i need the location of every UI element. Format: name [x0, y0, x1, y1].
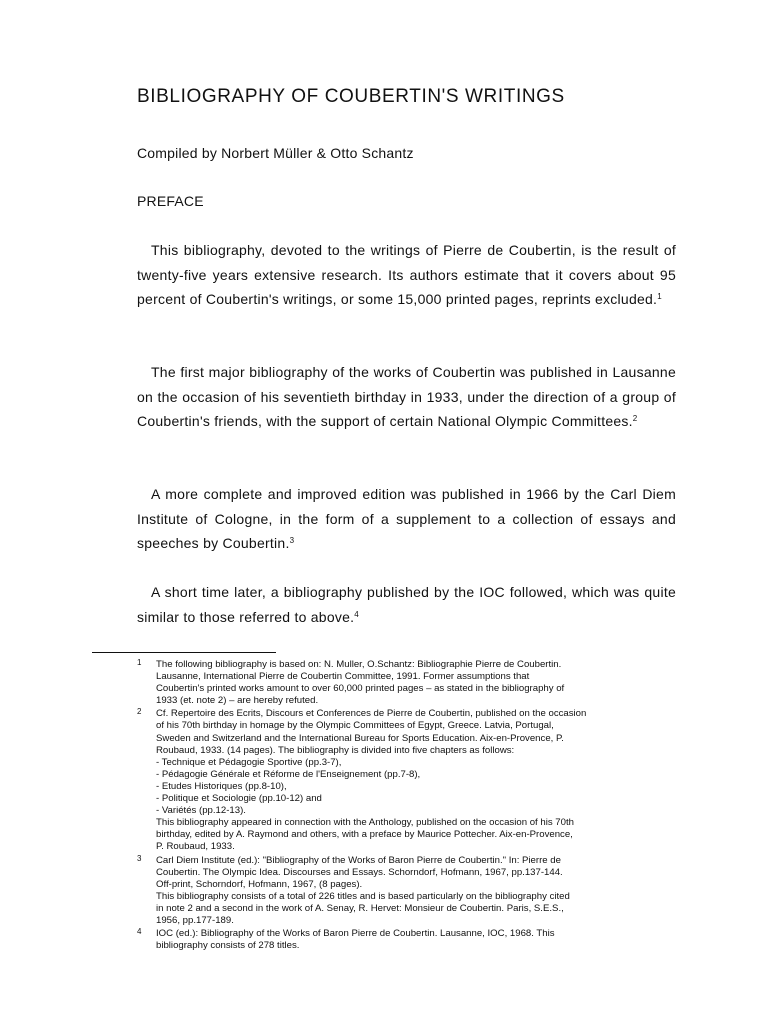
footnote-line: in note 2 and a second in the work of A. Senay, R. Hervet: Monsieur de Coubertin. Paris, S.E.S.,	[156, 902, 564, 914]
footnote-text	[156, 659, 682, 707]
paragraph-text: This bibliography, devoted to the writings of Pierre de Coubertin, is the result of twenty-five years extensive research. Its authors estimate that it covers about 95 percent of Coubertin's writings, or some 15,000 printed pages, reprints excluded.	[137, 242, 676, 307]
footnote-number: 1	[137, 658, 142, 667]
footnote-line: 1956, pp.177-189.	[156, 914, 234, 926]
paragraph-text: A more complete and improved edition was published in 1966 by the Carl Diem Institute of Cologne, in the form of a supplement to a collection of essays and speeches by Coubertin.	[137, 486, 676, 551]
footnote-line: - Pédagogie Générale et Réforme de l'Enseignement (pp.7-8),	[156, 768, 421, 780]
footnote-line: - Technique et Pédagogie Sportive (pp.3-7),	[156, 756, 342, 768]
footnote-line: P. Roubaud, 1933.	[156, 841, 235, 853]
footnote-ref: 1	[657, 292, 662, 301]
paragraph-3	[137, 482, 676, 556]
footnote-line: Sweden and Switzerland and the International Bureau for Sports Education. Aix-en-Provence, P.	[156, 732, 564, 744]
footnote-text	[156, 708, 682, 853]
compiled-by-line: Compiled by Norbert Müller & Otto Schantz	[137, 145, 414, 161]
footnote-text	[156, 855, 682, 928]
footnote-2	[137, 708, 682, 853]
footnote-line: bibliography consists of 278 titles.	[156, 940, 300, 952]
footnote-number: 3	[137, 853, 142, 863]
footnote-line: Coubertin. The Olympic Idea. Discourses and Essays. Schorndorf, Hofmann, 1967, pp.137-144.	[156, 866, 563, 878]
footnote-line: of his 70th birthday in homage by the Olympic Committees of Egypt, Greece. Latvia, Portugal,	[156, 720, 554, 732]
footnote-4	[137, 928, 682, 952]
footnote-ref: 3	[289, 536, 295, 545]
footnote-text	[156, 928, 682, 952]
footnote-line: Coubertin's printed works amount to over 60,000 printed pages – as stated in the bibliography of	[156, 683, 565, 695]
footnote-number: 2	[137, 707, 142, 717]
footnote-line: birthday, edited by A. Raymond and others, with a preface by Maurice Pottecher. Aix-en-Provence,	[156, 829, 573, 841]
paragraph-2	[137, 360, 676, 434]
footnote-line: - Politique et Sociologie (pp.10-12) and	[156, 793, 322, 805]
footnote-separator	[92, 652, 276, 653]
footnotes	[137, 659, 682, 953]
footnote-line: Lausanne, International Pierre de Coubertin Committee, 1991. Former assumptions that	[156, 671, 530, 683]
footnote-ref: 2	[632, 414, 638, 423]
footnote-line: Roubaud, 1933. (14 pages). The bibliography is divided into five chapters as follows:	[156, 744, 515, 756]
preface-heading: PREFACE	[137, 193, 204, 209]
footnote-3	[137, 855, 682, 928]
footnote-line: This bibliography consists of a total of 226 titles and is based particularly on the bibliography cited	[156, 890, 570, 902]
paragraph-text: A short time later, a bibliography published by the IOC followed, which was quite similar to those referred to above.	[137, 584, 676, 625]
paragraph-4	[137, 580, 676, 629]
footnote-line: - Variétés (pp.12-13).	[156, 805, 246, 817]
footnote-line: Carl Diem Institute (ed.): "Bibliography of the Works of Baron Pierre de Coubertin." In: Pierre de	[156, 854, 561, 866]
footnote-line: IOC (ed.): Bibliography of the Works of Baron Pierre de Coubertin. Lausanne, IOC, 1968. This	[156, 928, 555, 940]
footnote-1	[137, 659, 682, 707]
footnote-number: 4	[137, 927, 142, 937]
footnote-line: Cf. Repertoire des Ecrits, Discours et Conferences de Pierre de Coubertin, published on the occasion	[156, 708, 587, 720]
footnote-ref: 4	[354, 609, 359, 619]
footnote-line: 1933 (et. note 2) – are hereby refuted.	[156, 695, 319, 707]
footnote-line: The following bibliography is based on: N. Muller, O.Schantz: Bibliographie Pierre de Coubertin.	[156, 659, 562, 670]
footnote-line: - Etudes Historiques (pp.8-10),	[156, 780, 287, 792]
document-title: BIBLIOGRAPHY OF COUBERTIN'S WRITINGS	[137, 86, 565, 107]
paragraph-1	[137, 238, 676, 312]
footnote-line: This bibliography appeared in connection with the Anthology, published on the occasion of his 70th	[156, 817, 574, 829]
paragraph-text: The first major bibliography of the works of Coubertin was published in Lausanne on the occasion of his seventieth birthday in 1933, under the direction of a group of Coubertin's friends, with the support of certain National Olympic Committees.	[137, 364, 676, 429]
footnote-line: Off-print, Schorndorf, Hofmann, 1967, (8 pages).	[156, 878, 363, 890]
